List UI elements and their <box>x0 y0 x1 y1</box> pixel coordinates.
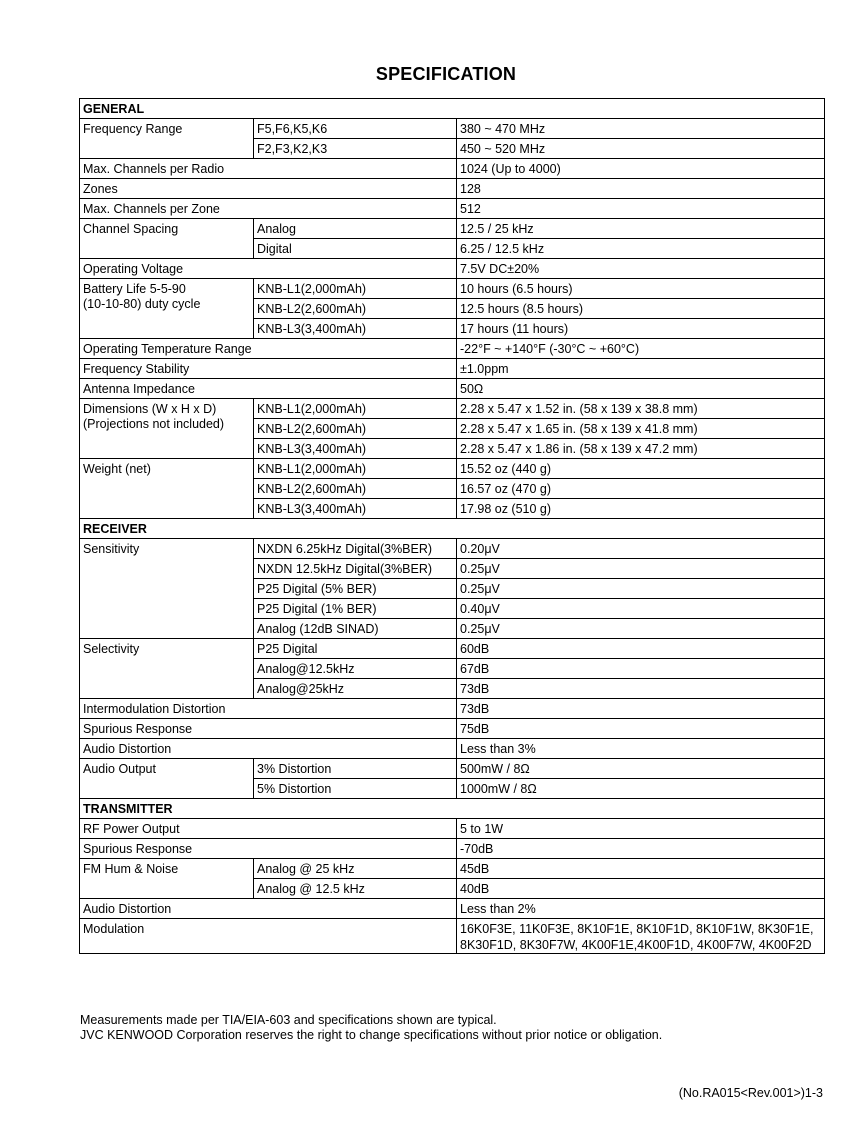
spec-label: Operating Temperature Range <box>80 339 457 359</box>
table-row <box>80 259 825 279</box>
spec-condition: Analog@12.5kHz <box>254 659 457 679</box>
spec-label: Audio Output <box>80 759 254 799</box>
spec-value: 45dB <box>457 859 825 879</box>
section-row-receiver <box>80 519 825 539</box>
spec-label: Intermodulation Distortion <box>80 699 457 719</box>
table-row <box>80 199 825 219</box>
spec-value: ±1.0ppm <box>457 359 825 379</box>
spec-label: Audio Distortion <box>80 899 457 919</box>
spec-label: Channel Spacing <box>80 219 254 259</box>
section-row-general <box>80 99 825 119</box>
modulation-line: 8K30F1D, 8K30F7W, 4K00F1E,4K00F1D, 4K00F7W, 4K00F2D <box>460 938 812 952</box>
spec-value: 1024 (Up to 4000) <box>457 159 825 179</box>
spec-value: 67dB <box>457 659 825 679</box>
spec-label: Operating Voltage <box>80 259 457 279</box>
table-row <box>80 919 825 954</box>
table-row <box>80 379 825 399</box>
spec-condition: 5% Distortion <box>254 779 457 799</box>
table-row <box>80 279 825 299</box>
spec-label: Max. Channels per Radio <box>80 159 457 179</box>
table-row <box>80 179 825 199</box>
spec-label: Audio Distortion <box>80 739 457 759</box>
spec-value: 512 <box>457 199 825 219</box>
spec-condition: KNB-L3(3,400mAh) <box>254 319 457 339</box>
section-header-receiver: RECEIVER <box>80 519 825 539</box>
spec-value: 0.25μV <box>457 619 825 639</box>
table-row <box>80 839 825 859</box>
table-row <box>80 739 825 759</box>
spec-label: FM Hum & Noise <box>80 859 254 899</box>
spec-label: Modulation <box>80 919 457 954</box>
spec-condition: KNB-L1(2,000mAh) <box>254 459 457 479</box>
spec-value: -22°F ~ +140°F (-30°C ~ +60°C) <box>457 339 825 359</box>
spec-condition: KNB-L1(2,000mAh) <box>254 279 457 299</box>
footnote-line: Measurements made per TIA/EIA-603 and specifications shown are typical. <box>80 1013 497 1027</box>
footnotes <box>80 1013 662 1043</box>
spec-value: -70dB <box>457 839 825 859</box>
spec-condition: Digital <box>254 239 457 259</box>
spec-value: 17.98 oz (510 g) <box>457 499 825 519</box>
spec-value: 450 ~ 520 MHz <box>457 139 825 159</box>
spec-condition: Analog <box>254 219 457 239</box>
spec-value: 0.20μV <box>457 539 825 559</box>
section-header-general: GENERAL <box>80 99 825 119</box>
spec-value: 40dB <box>457 879 825 899</box>
spec-label: Weight (net) <box>80 459 254 519</box>
spec-label <box>80 279 254 339</box>
spec-value: 73dB <box>457 699 825 719</box>
table-row <box>80 819 825 839</box>
spec-value: 5 to 1W <box>457 819 825 839</box>
spec-value: 0.25μV <box>457 579 825 599</box>
specification-table <box>79 98 825 954</box>
spec-value: 15.52 oz (440 g) <box>457 459 825 479</box>
table-row <box>80 159 825 179</box>
spec-value: 380 ~ 470 MHz <box>457 119 825 139</box>
table-row <box>80 719 825 739</box>
spec-value: 6.25 / 12.5 kHz <box>457 239 825 259</box>
table-row <box>80 339 825 359</box>
spec-condition: Analog @ 12.5 kHz <box>254 879 457 899</box>
spec-value: Less than 2% <box>457 899 825 919</box>
spec-condition: F5,F6,K5,K6 <box>254 119 457 139</box>
table-row <box>80 759 825 779</box>
spec-value <box>457 919 825 954</box>
table-row <box>80 219 825 239</box>
spec-label: Spurious Response <box>80 839 457 859</box>
spec-label <box>80 399 254 459</box>
spec-condition: KNB-L1(2,000mAh) <box>254 399 457 419</box>
spec-label-line: Battery Life 5-5-90 <box>83 282 186 296</box>
spec-label: RF Power Output <box>80 819 457 839</box>
spec-condition: NXDN 12.5kHz Digital(3%BER) <box>254 559 457 579</box>
spec-condition: F2,F3,K2,K3 <box>254 139 457 159</box>
table-row <box>80 699 825 719</box>
spec-value: 128 <box>457 179 825 199</box>
spec-value: 10 hours (6.5 hours) <box>457 279 825 299</box>
spec-condition: KNB-L2(2,600mAh) <box>254 419 457 439</box>
spec-label-line: (10-10-80) duty cycle <box>83 297 201 311</box>
page-title: SPECIFICATION <box>375 64 517 84</box>
spec-value: 7.5V DC±20% <box>457 259 825 279</box>
spec-condition: P25 Digital (5% BER) <box>254 579 457 599</box>
spec-value: 75dB <box>457 719 825 739</box>
spec-condition: KNB-L3(3,400mAh) <box>254 499 457 519</box>
spec-value: 500mW / 8Ω <box>457 759 825 779</box>
spec-value: 0.40μV <box>457 599 825 619</box>
spec-value: 2.28 x 5.47 x 1.65 in. (58 x 139 x 41.8 mm) <box>457 419 825 439</box>
spec-value: 12.5 hours (8.5 hours) <box>457 299 825 319</box>
spec-condition: NXDN 6.25kHz Digital(3%BER) <box>254 539 457 559</box>
table-row <box>80 399 825 419</box>
spec-label: Spurious Response <box>80 719 457 739</box>
spec-value: 1000mW / 8Ω <box>457 779 825 799</box>
spec-label: Max. Channels per Zone <box>80 199 457 219</box>
spec-label: Zones <box>80 179 457 199</box>
section-row-transmitter <box>80 799 825 819</box>
spec-value: 12.5 / 25 kHz <box>457 219 825 239</box>
spec-value: 0.25μV <box>457 559 825 579</box>
spec-value: Less than 3% <box>457 739 825 759</box>
table-row <box>80 899 825 919</box>
spec-value: 17 hours (11 hours) <box>457 319 825 339</box>
page-number: (No.RA015<Rev.001>)1-3 <box>678 1086 823 1100</box>
spec-condition: KNB-L3(3,400mAh) <box>254 439 457 459</box>
spec-label: Selectivity <box>80 639 254 699</box>
table-row <box>80 459 825 479</box>
spec-condition: P25 Digital (1% BER) <box>254 599 457 619</box>
spec-label-line: Dimensions (W x H x D) <box>83 402 217 416</box>
spec-value: 2.28 x 5.47 x 1.86 in. (58 x 139 x 47.2 mm) <box>457 439 825 459</box>
spec-value: 2.28 x 5.47 x 1.52 in. (58 x 139 x 38.8 mm) <box>457 399 825 419</box>
spec-label: Sensitivity <box>80 539 254 639</box>
spec-value: 60dB <box>457 639 825 659</box>
spec-condition: Analog (12dB SINAD) <box>254 619 457 639</box>
spec-condition: 3% Distortion <box>254 759 457 779</box>
table-row <box>80 639 825 659</box>
spec-condition: Analog @ 25 kHz <box>254 859 457 879</box>
table-row <box>80 359 825 379</box>
spec-label: Antenna Impedance <box>80 379 457 399</box>
spec-value: 50Ω <box>457 379 825 399</box>
spec-label: Frequency Stability <box>80 359 457 379</box>
spec-condition: Analog@25kHz <box>254 679 457 699</box>
spec-value: 73dB <box>457 679 825 699</box>
spec-condition: P25 Digital <box>254 639 457 659</box>
spec-label: Frequency Range <box>80 119 254 159</box>
spec-value: 16.57 oz (470 g) <box>457 479 825 499</box>
spec-condition: KNB-L2(2,600mAh) <box>254 299 457 319</box>
table-row <box>80 859 825 879</box>
spec-label-line: (Projections not included) <box>83 417 225 431</box>
spec-condition: KNB-L2(2,600mAh) <box>254 479 457 499</box>
table-row <box>80 539 825 559</box>
modulation-line: 16K0F3E, 11K0F3E, 8K10F1E, 8K10F1D, 8K10F1W, 8K30F1E, <box>460 922 814 936</box>
footnote-line: JVC KENWOOD Corporation reserves the right to change specifications without prior notice or obligation. <box>80 1028 663 1042</box>
section-header-transmitter: TRANSMITTER <box>80 799 825 819</box>
table-row <box>80 119 825 139</box>
